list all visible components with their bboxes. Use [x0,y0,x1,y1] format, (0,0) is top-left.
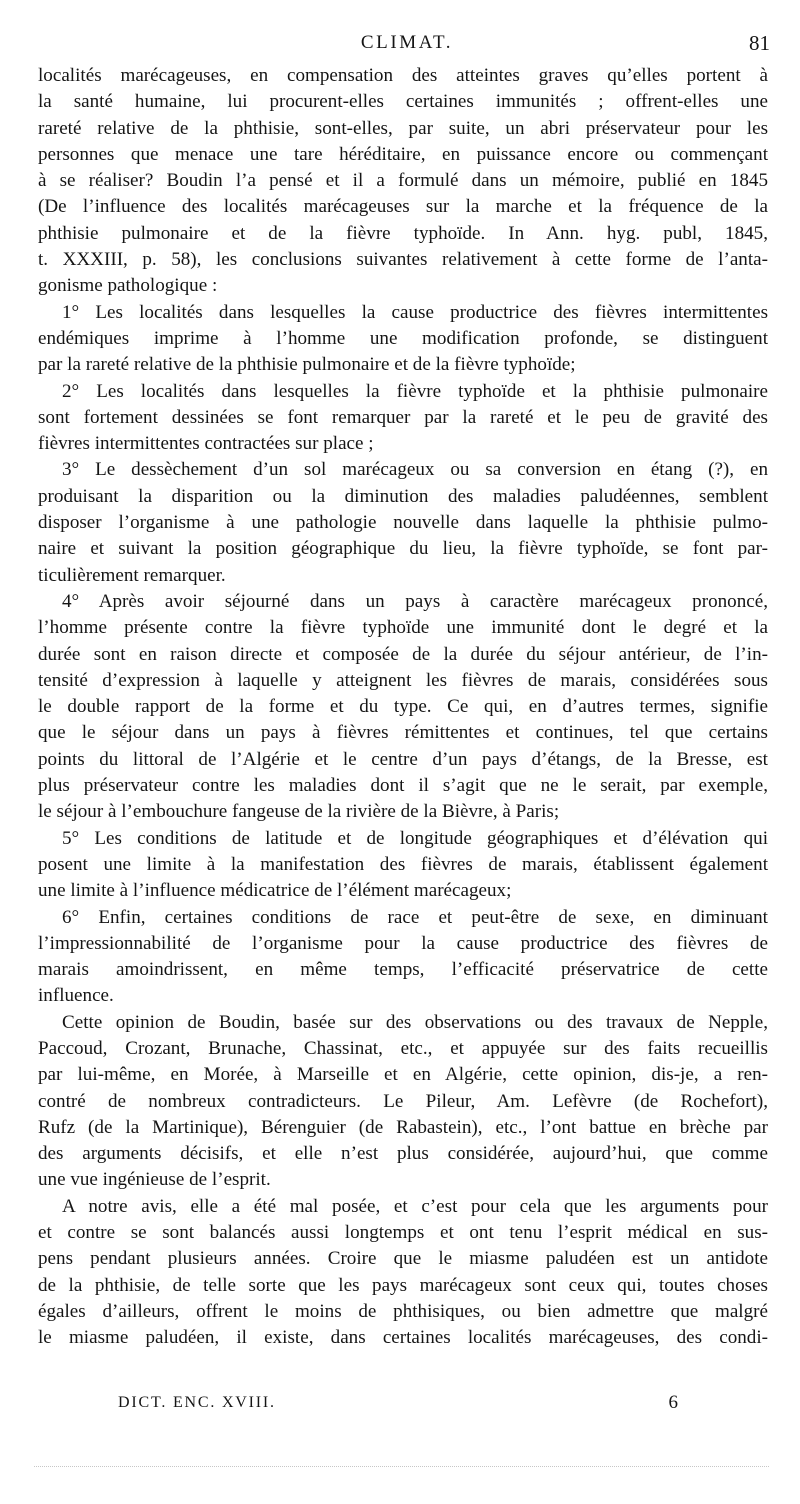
text-line: points du littoral de l’Algérie et le centre d’un pays d’étangs, de la Bresse, est [38,748,768,770]
bottom-edge-speckles [34,1466,769,1468]
text-line: l’homme présente contre la fièvre typhoïde une immunité dont le degré et la [38,617,768,639]
article-body [38,63,768,1352]
text-line: gonisme pathologique : [38,275,218,297]
signature-mark: DICT. ENC. XVIII. [118,1394,276,1411]
text-line: disposer l’organisme à une pathologie nouvelle dans laquelle la phthisie pulmo- [38,512,768,534]
text-line: la santé humaine, lui procurent-elles certaines immunités ; offrent-elles une [38,91,768,113]
text-line: 1° Les localités dans lesquelles la cause productrice des fièvres intermittentes [62,301,768,323]
text-line: que le séjour dans un pays à fièvres rémittentes et continues, tel que certains [38,722,768,744]
running-title: CLIMAT. [360,32,454,53]
text-line: le miasme paludéen, il existe, dans certaines localités marécageuses, des condi- [38,1327,768,1349]
text-line: personnes que menace une tare héréditaire, en puissance encore ou commençant [38,143,768,165]
text-line: 5° Les conditions de latitude et de longitude géographiques et d’élévation qui [62,827,768,849]
page-number: 81 [749,31,770,55]
text-line: t. XXXIII, p. 58), les conclusions suivantes relativement à cette forme de l’anta- [38,249,768,271]
text-line: influence. [38,985,114,1007]
text-line: endémiques imprime à l’homme une modification profonde, se distinguent [38,327,768,349]
text-line: posent une limite à la manifestation des fièvres de marais, établissent également [38,853,768,875]
text-line: et contre se sont balancés aussi longtemps et ont tenu l’esprit médical en sus- [38,1222,768,1244]
text-line: 2° Les localités dans lesquelles la fièvre typhoïde et la phthisie pulmonaire [62,380,768,402]
page-header [38,30,776,56]
text-line: à se réaliser? Boudin l’a pensé et il a formulé dans un mémoire, publié en 1845 [38,170,768,192]
text-line: une limite à l’influence médicatrice de l’élément marécageux; [38,880,512,902]
text-line: contré de nombreux contradicteurs. Le Pileur, Am. Lefèvre (de Rochefort), [38,1090,768,1112]
text-line: par la rareté relative de la phthisie pulmonaire et de la fièvre typhoïde; [38,354,576,376]
text-line: pens pendant plusieurs années. Croire que le miasme paludéen est un antidote [38,1248,768,1270]
text-line: de la phthisie, de telle sorte que les pays marécageux sont ceux qui, toutes choses [38,1274,768,1296]
text-line: Paccoud, Crozant, Brunache, Chassinat, etc., et appuyée sur des faits recueillis [38,1037,768,1059]
text-line: (De l’influence des localités marécageuses sur la marche et la fréquence de la [38,196,768,218]
text-line: marais amoindrissent, en même temps, l’efficacité préservatrice de cette [38,959,768,981]
text-line: durée sont en raison directe et composée de la durée du séjour antérieur, de l’in- [38,643,768,665]
text-line: Rufz (de la Martinique), Bérenguier (de Rabastein), etc., l’ont battue en brèche par [38,1116,768,1138]
text-line: 6° Enfin, certaines conditions de race et peut-être de sexe, en diminuant [62,906,768,928]
text-line: par lui-même, en Morée, à Marseille et en Algérie, cette opinion, dis-je, a ren- [38,1064,768,1086]
sheet-number: 6 [668,1392,678,1413]
text-line: phthisie pulmonaire et de la fièvre typhoïde. In Ann. hyg. publ, 1845, [38,222,768,244]
text-line: le séjour à l’embouchure fangeuse de la rivière de la Bièvre, à Paris; [38,801,560,823]
text-line: ticulièrement remarquer. [38,564,226,586]
text-line: le double rapport de la forme et du type. Ce qui, en d’autres termes, signifie [38,696,768,718]
text-line: A notre avis, elle a été mal posée, et c’est pour cela que les arguments pour [62,1195,768,1217]
text-line: sont fortement dessinées se font remarquer par la rareté et le peu de gravité des [38,406,768,428]
page-footer [118,1391,678,1415]
text-line: rareté relative de la phthisie, sont-elles, par suite, un abri préservateur pour les [38,117,768,139]
text-line: fièvres intermittentes contractées sur place ; [38,433,374,455]
text-line: naire et suivant la position géographique du lieu, la fièvre typhoïde, se font par- [38,538,768,560]
text-line: plus préservateur contre les maladies dont il s’agit que ne le serait, par exemple, [38,775,768,797]
text-line: des arguments décisifs, et elle n’est plus considérée, aujourd’hui, que comme [38,1143,768,1165]
text-line: localités marécageuses, en compensation des atteintes graves qu’elles portent à [38,65,768,86]
text-line: égales d’ailleurs, offrent le moins de phthisiques, ou bien admettre que malgré [38,1300,768,1322]
text-line: 3° Le dessèchement d’un sol marécageux ou sa conversion en étang (?), en [62,459,768,481]
text-line: produisant la disparition ou la diminution des maladies paludéennes, semblent [38,485,768,507]
text-line: tensité d’expression à laquelle y atteignent les fièvres de marais, considérées sous [38,669,768,691]
text-line: Cette opinion de Boudin, basée sur des observations ou des travaux de Nepple, [62,1011,768,1033]
text-line: l’impressionnabilité de l’organisme pour la cause productrice des fièvres de [38,932,768,954]
text-line: 4° Après avoir séjourné dans un pays à caractère marécageux prononcé, [62,590,768,612]
text-line: une vue ingénieuse de l’esprit. [38,1169,271,1191]
